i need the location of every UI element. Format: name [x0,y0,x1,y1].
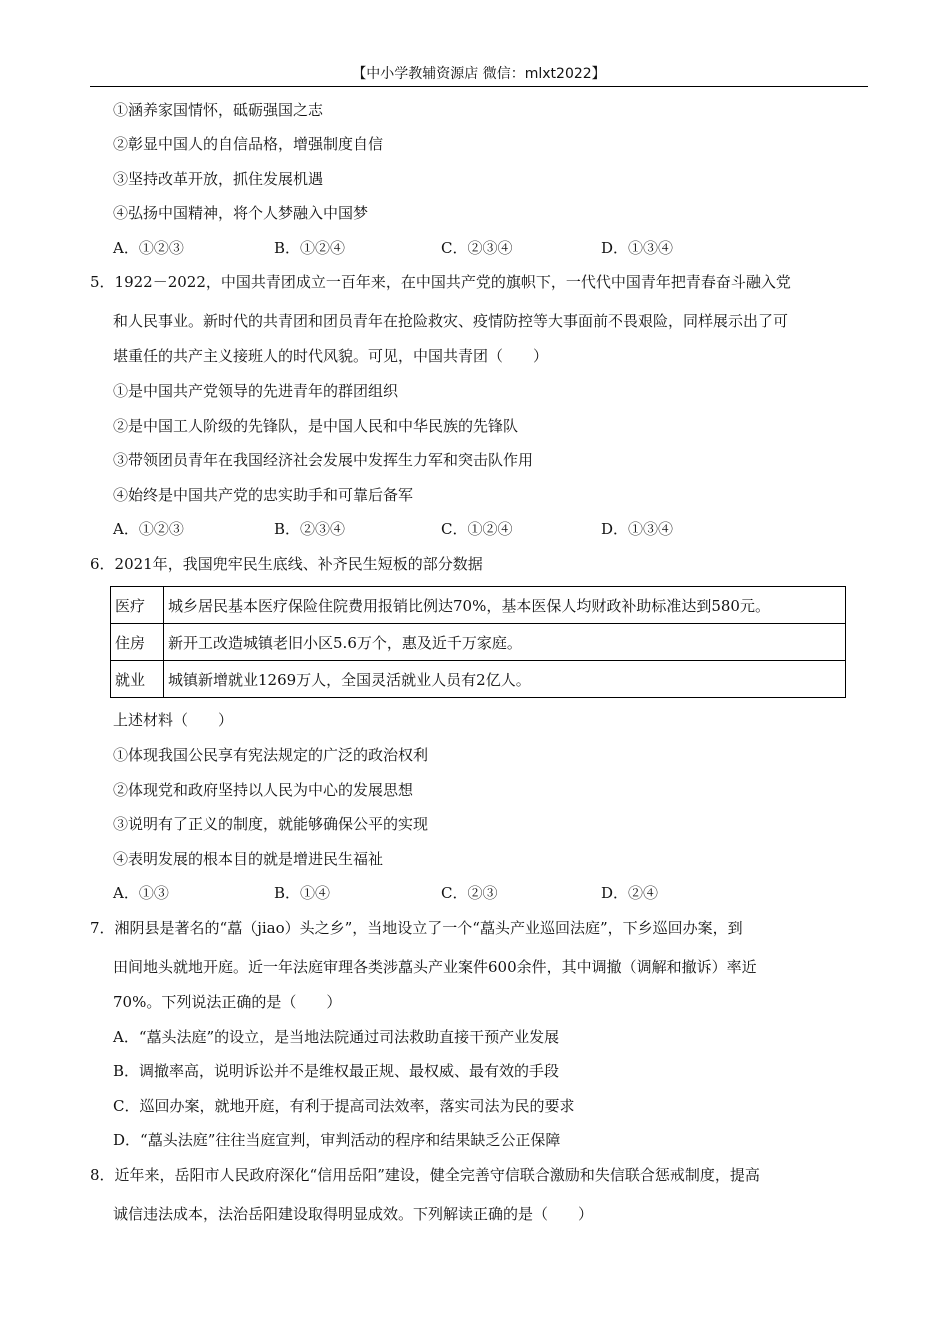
q6-item-4: ④表明发展的根本目的就是增进民生福祉 [113,850,384,868]
q5-option-d: D．①③④ [601,520,674,538]
q4-item-3: ③坚持改革开放，抓住发展机遇 [113,170,324,188]
q5-option-b: B．②③④ [274,520,346,538]
q4-item-2: ②彰显中国人的自信品格，增强制度自信 [113,135,384,153]
table-cell-value: 城镇新增就业1269万人，全国灵活就业人员有2亿人。 [164,661,846,698]
table-cell-key: 住房 [111,624,164,661]
table-cell-value: 新开工改造城镇老旧小区5.6万个，惠及近千万家庭。 [164,624,846,661]
q7-stem-line-2: 田间地头就地开庭。近一年法庭审理各类涉藠头产业案件600余件，其中调撤（调解和撤诉）率近 [113,958,757,976]
table-cell-key: 就业 [111,661,164,698]
q4-item-4: ④弘扬中国精神，将个人梦融入中国梦 [113,204,369,222]
q6-prompt: 上述材料（ ） [113,711,234,729]
table-row [111,624,846,661]
q7-option-b: B．调撤率高，说明诉讼并不是维权最正规、最权威、最有效的手段 [113,1062,560,1080]
table-row [111,661,846,698]
q6-option-d: D．②④ [601,884,659,902]
q5-item-4: ④始终是中国共产党的忠实助手和可靠后备军 [113,486,414,504]
q6-item-3: ③说明有了正义的制度，就能够确保公平的实现 [113,815,429,833]
q6-item-1: ①体现我国公民享有宪法规定的广泛的政治权利 [113,746,429,764]
q6-option-a: A．①③ [113,884,169,902]
table-cell-key: 医疗 [111,587,164,624]
q8-stem-line-2: 诚信违法成本，法治岳阳建设取得明显成效。下列解读正确的是（ ） [113,1205,594,1223]
q6-stem: 6．2021年，我国兜牢民生底线、补齐民生短板的部分数据 [90,555,483,573]
q7-stem-line-3: 70%。下列说法正确的是（ ） [113,993,342,1011]
table-row [111,587,846,624]
q4-option-a: A．①②③ [113,239,184,257]
q4-option-c: C．②③④ [441,239,513,257]
q6-option-b: B．①④ [274,884,331,902]
q6-option-c: C．②③ [441,884,498,902]
q4-item-1: ①涵养家国情怀，砥砺强国之志 [113,101,324,119]
q5-item-1: ①是中国共产党领导的先进青年的群团组织 [113,382,399,400]
q7-option-c: C．巡回办案，就地开庭，有利于提高司法效率，落实司法为民的要求 [113,1097,575,1115]
q8-stem-line-1: 8．近年来，岳阳市人民政府深化“信用岳阳”建设，健全完善守信联合激励和失信联合惩戒制度，提高 [90,1166,760,1184]
q5-option-a: A．①②③ [113,520,184,538]
page-header: 【中小学教辅资源店 微信：mlxt2022】 [90,64,868,87]
q6-item-2: ②体现党和政府坚持以人民为中心的发展思想 [113,781,414,799]
q5-stem-line-3: 堪重任的共产主义接班人的时代风貌。可见，中国共青团（ ） [113,347,549,365]
q7-stem-line-1: 7．湘阴县是著名的“藠（jiao）头之乡”，当地设立了一个“藠头产业巡回法庭”，下乡巡回办案，到 [90,919,743,937]
q5-item-2: ②是中国工人阶级的先锋队，是中国人民和中华民族的先锋队 [113,417,519,435]
table-cell-value: 城乡居民基本医疗保险住院费用报销比例达70%，基本医保人均财政补助标准达到580元。 [164,587,846,624]
q5-option-c: C．①②④ [441,520,513,538]
q5-item-3: ③带领团员青年在我国经济社会发展中发挥生力军和突击队作用 [113,451,534,469]
q5-stem-line-2: 和人民事业。新时代的共青团和团员青年在抢险救灾、疫情防控等大事面前不畏艰险，同样展示出了可 [113,312,789,330]
q6-data-table [110,586,846,698]
q5-stem-line-1: 5．1922－2022，中国共青团成立一百年来，在中国共产党的旗帜下，一代代中国青年把青春奋斗融入党 [90,273,791,291]
q4-option-b: B．①②④ [274,239,346,257]
q7-option-a: A．“藠头法庭”的设立，是当地法院通过司法救助直接干预产业发展 [113,1028,560,1046]
q4-option-d: D．①③④ [601,239,674,257]
q7-option-d: D．“藠头法庭”往往当庭宣判，审判活动的程序和结果缺乏公正保障 [113,1131,561,1149]
